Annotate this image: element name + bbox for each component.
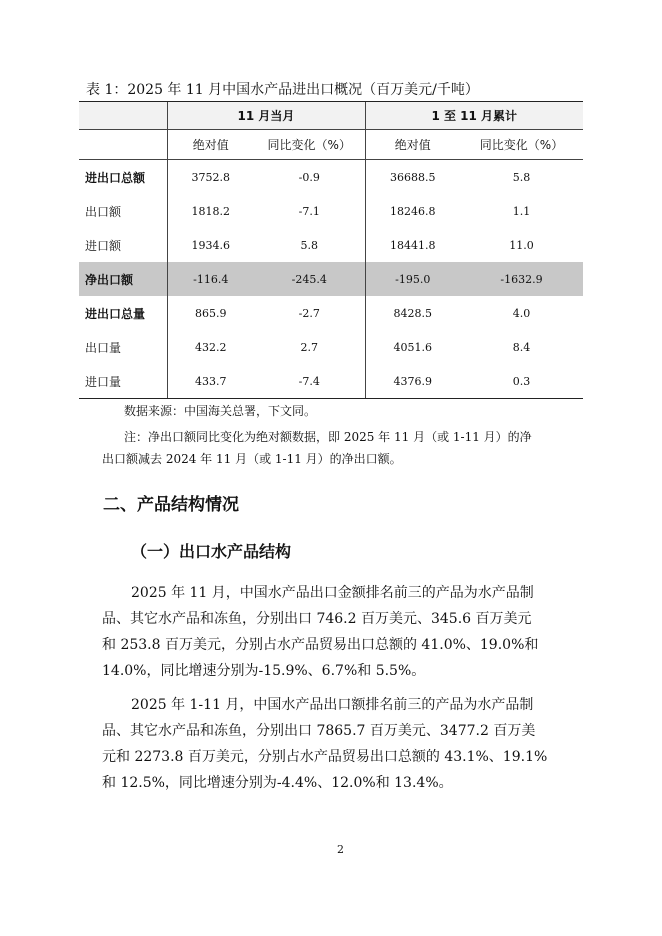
table-cell: 3752.8: [167, 160, 254, 195]
sub-header-month-absolute: 绝对值: [167, 130, 254, 160]
paragraph-line: 2025 年 1-11 月，中国水产品出口额排名前三的产品为水产品制: [131, 697, 534, 713]
table-cell: -195.0: [365, 262, 460, 296]
row-label: 出口量: [85, 340, 122, 355]
table-row: [79, 160, 583, 195]
row-label: 进口额: [85, 238, 122, 253]
table-cell: 2.7: [300, 340, 318, 354]
table-cell: -2.7: [298, 306, 320, 320]
table-cell: 11.0: [509, 238, 534, 252]
table-cell: 865.9: [167, 296, 254, 330]
table-cell: 4376.9: [365, 364, 460, 399]
table-cell: 1934.6: [167, 228, 254, 262]
paragraph-line: 品、其它水产品和冻鱼，分别出口 746.2 百万美元、345.6 百万美元: [102, 611, 532, 627]
table-cell: 8428.5: [365, 296, 460, 330]
table-cell: 18246.8: [365, 194, 460, 228]
row-label: 进出口总量: [85, 306, 146, 321]
table-cell: -1632.9: [460, 262, 583, 296]
table-sub-header-row: [79, 130, 583, 160]
paragraph-line: 元和 2273.8 百万美元，分别占水产品贸易出口总额的 43.1%、19.1%: [102, 749, 548, 765]
table-cell: 5.8: [512, 170, 531, 184]
subsection-heading: （一）出口水产品结构: [131, 542, 292, 561]
table-cell: 1.1: [512, 204, 531, 218]
table-cell: -7.1: [298, 204, 320, 218]
table-cell: 8.4: [512, 340, 531, 354]
footnote-line: 出口额减去 2024 年 11 月（或 1-11 月）的净出口额。: [102, 452, 402, 466]
section-heading: 二、产品结构情况: [103, 495, 239, 515]
table-cell: -0.9: [298, 170, 320, 184]
trade-summary-table: [79, 101, 583, 399]
sub-header-cumulative-yoy: 同比变化（%）: [460, 130, 583, 160]
table-cell: 1818.2: [167, 194, 254, 228]
paragraph-line: 和 12.5%，同比增速分别为-4.4%、12.0%和 13.4%。: [102, 775, 453, 791]
table-cell: 432.2: [167, 330, 254, 364]
row-label: 出口额: [85, 204, 122, 219]
page-number: 2: [337, 843, 344, 856]
paragraph-line: 和 253.8 百万美元，分别占水产品贸易出口总额的 41.0%、19.0%和: [102, 637, 539, 653]
table-group-header-row: [79, 102, 583, 130]
table-cell: -245.4: [254, 262, 365, 296]
sub-header-cumulative-absolute: 绝对值: [365, 130, 460, 160]
table-row: [79, 296, 583, 330]
table-row: [79, 330, 583, 364]
table-caption: 表 1：2025 年 11 月中国水产品进出口概况（百万美元/千吨）: [86, 82, 479, 98]
paragraph-line: 品、其它水产品和冻鱼，分别出口 7865.7 百万美元、3477.2 百万美: [102, 723, 536, 739]
table-cell: 0.3: [460, 364, 583, 399]
group-header-month: 11 月当月: [167, 102, 365, 130]
row-label: 净出口额: [79, 262, 167, 296]
paragraph-line: 14.0%，同比增速分别为-15.9%、6.7%和 5.5%。: [102, 663, 426, 679]
paragraph-line: 2025 年 11 月，中国水产品出口金额排名前三的产品为水产品制: [131, 585, 534, 601]
footnote-line: 注：净出口额同比变化为绝对额数据，即 2025 年 11 月（或 1-11 月）的净: [124, 430, 532, 444]
group-header-cumulative: 1 至 11 月累计: [365, 102, 583, 130]
table-cell: 4051.6: [365, 330, 460, 364]
table-row-highlighted: [79, 262, 583, 296]
table-cell: 4.0: [512, 306, 531, 320]
sub-header-month-yoy: 同比变化（%）: [254, 130, 365, 160]
table-cell: -7.4: [254, 364, 365, 399]
table-corner-cell: [79, 130, 167, 160]
row-label: 进出口总额: [85, 170, 146, 185]
table-row: [79, 194, 583, 228]
table-cell: -116.4: [167, 262, 254, 296]
table-cell: 36688.5: [365, 160, 460, 195]
table-cell: 5.8: [300, 238, 318, 252]
table-row: [79, 364, 583, 399]
table-corner-cell: [79, 102, 167, 130]
data-source-note: 数据来源：中国海关总署，下文同。: [124, 404, 317, 418]
row-label: 进口量: [79, 364, 167, 399]
table-cell: 433.7: [167, 364, 254, 399]
table-cell: 18441.8: [365, 228, 460, 262]
table-row: [79, 228, 583, 262]
